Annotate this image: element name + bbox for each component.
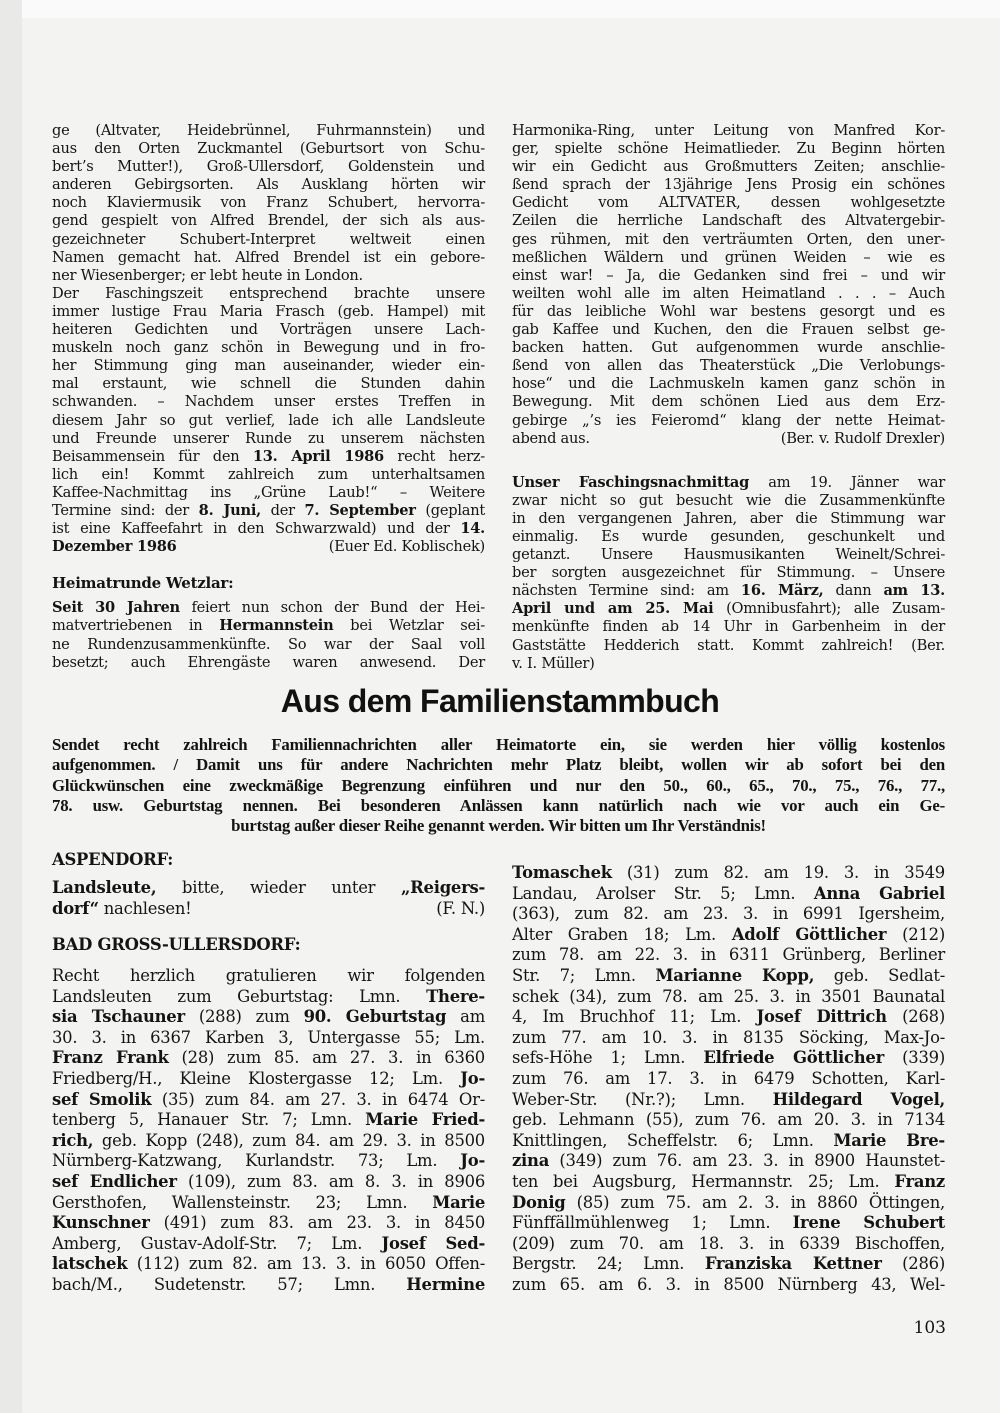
text-line (512, 1048, 945, 1069)
text-run: heiteren Gedichten und Vorträgen unsere Lach- (52, 321, 485, 339)
bold-text: 14. (460, 520, 485, 538)
text-line (512, 393, 945, 411)
text-line (512, 966, 945, 987)
text-run: (268) (886, 1007, 945, 1027)
text-run: (Ber. v. Rudolf Drexler) (780, 429, 945, 447)
text-run: (339) (884, 1048, 945, 1068)
text-line (52, 899, 485, 920)
text-line (52, 816, 945, 836)
bold-text: Tomaschek (512, 863, 612, 882)
text-line (512, 412, 945, 430)
signature (436, 899, 485, 920)
bold-text: dorf“ (52, 898, 99, 918)
text-run: Gersthofen, Wallensteinstr. 23; Lmn. (52, 1192, 433, 1212)
text-run: diesem Jahr so gut verlief, lade ich alle Landsleute (52, 411, 485, 429)
text-run: Harmonika-Ring, unter Leitung von Manfred Kor- (512, 122, 945, 139)
text-line (512, 1234, 945, 1255)
text-run: ten bei Augsburg, Hermannstr. 25; Lm. (512, 1171, 895, 1191)
paragraph-ullersdorf (52, 966, 485, 1296)
text-run: Namen gemacht hat. Alfred Brendel ist ein gebore- (52, 248, 485, 266)
text-run: Glückwünschen eine zweckmäßige Begrenzung einführen und nur den 50., 60., 65., 70., 75., 76., 77., (52, 775, 945, 795)
paragraph-concert (52, 122, 485, 285)
line-left (52, 538, 177, 556)
bold-text: latschek (52, 1254, 128, 1274)
text-line (512, 194, 945, 212)
text-line (52, 1110, 485, 1131)
text-line (512, 267, 945, 285)
bold-text: sef Endlicher (52, 1171, 177, 1191)
text-line (512, 474, 945, 492)
text-line (512, 1172, 945, 1193)
text-run: einmalig. Es wurde gesunden, geschunkelt und (512, 527, 945, 545)
text-run: matvertriebenen in (52, 617, 220, 635)
bold-text: 13. April 1986 (252, 447, 384, 465)
text-line (52, 285, 485, 303)
text-run: tenberg 5, Hanauer Str. 7; Lmn. (52, 1110, 366, 1130)
text-run: (363), zum 82. am 23. 3. in 6991 Igersheim, (512, 904, 945, 924)
text-line (52, 599, 485, 617)
text-line (52, 776, 945, 796)
text-line (52, 966, 485, 987)
text-line (512, 1007, 945, 1028)
text-line (52, 194, 485, 212)
text-line (512, 1193, 945, 1214)
text-run: hose“ und die Lachmuskeln kamen ganz schön in (512, 375, 945, 393)
bold-text: Anna Gabriel (813, 883, 945, 903)
text-run: (209) zum 70. am 18. 3. in 6339 Bischoffen, (512, 1233, 945, 1253)
text-run: noch Klaviermusik von Franz Schubert, hervorra- (52, 194, 485, 212)
top-left-column (52, 122, 485, 672)
text-run: gab Kaffee und Kuchen, den die Frauen selbst ge- (512, 321, 945, 339)
text-run: aufgenommen. / Damit uns für andere Nachrichten mehr Platz bleibt, wollen wir ab sofort bei den (52, 755, 945, 775)
text-line (52, 878, 485, 899)
text-line (512, 884, 945, 905)
text-run: ßend von allen das Theaterstück „Die Verlobungs- (512, 357, 945, 375)
text-run: ge (Altvater, Heidebrünnel, Fuhrmannstein) und (52, 122, 485, 139)
text-run: zum 78. am 22. 3. in 6311 Grünberg, Berliner (512, 945, 945, 965)
text-line (52, 1172, 485, 1193)
text-line (52, 1090, 485, 1111)
text-run: ßend sprach der 13jährige Jens Prosig ein schönes (512, 176, 945, 194)
text-run: besetzt; auch Ehrengäste waren anwesend. Der (52, 653, 485, 671)
text-line (512, 176, 945, 194)
text-run: bach/M., Sudetenstr. 57; Lmn. (52, 1274, 407, 1294)
text-line (52, 122, 485, 140)
bold-text: Seit 30 Jahren (52, 599, 180, 617)
text-run: Alter Graben 18; Lm. (512, 924, 732, 944)
text-line (512, 249, 945, 267)
text-run: bert’s Mutter!), Groß-Ullersdorf, Goldenstein und (52, 158, 485, 176)
text-run: (491) zum 83. am 23. 3. in 8450 (149, 1213, 485, 1233)
paragraph-faschingsnachmittag (512, 474, 945, 673)
text-run: zum 77. am 10. 3. in 8135 Söcking, Max-Jo- (512, 1027, 945, 1047)
bold-text: April und am 25. Mai (512, 600, 714, 618)
bold-text: Kunschner (52, 1213, 150, 1233)
signature (781, 430, 945, 448)
text-line (512, 863, 945, 884)
text-line (52, 1254, 485, 1275)
text-line (512, 945, 945, 966)
bold-text: Josef Sed- (381, 1233, 485, 1253)
text-line (52, 412, 485, 430)
text-line (52, 303, 485, 321)
text-run: 4, Im Bruchhof 11; Lm. (512, 1007, 757, 1027)
text-line (52, 339, 485, 357)
text-line (512, 925, 945, 946)
text-line (52, 466, 485, 484)
text-line (512, 140, 945, 158)
text-run: getanzt. Unsere Hausmusikanten Weinelt/Schrei- (512, 546, 945, 564)
text-run: zwar nicht so gut besucht wie die Zusammenkünfte (512, 491, 945, 509)
text-line (52, 735, 945, 755)
text-run: (349) zum 76. am 23. 3. in 8900 Haunstet- (549, 1151, 945, 1171)
bold-text: Marie (432, 1192, 485, 1212)
paragraph-birthdays-continued (512, 863, 945, 1295)
text-line (512, 904, 945, 925)
text-run: Bewegung. Mit dem schönen Lied aus dem Erz- (512, 393, 945, 411)
bold-text: sef Smolik (52, 1089, 152, 1109)
bold-text: Landsleute, (52, 878, 157, 897)
paragraph-harmonika (512, 122, 945, 448)
bold-text: There- (426, 986, 485, 1006)
text-run: Zeilen die herrliche Landschaft des Altvatergebir- (512, 212, 945, 230)
text-run: Weber-Str. (Nr.?); Lmn. (512, 1089, 773, 1109)
text-run: am 19. Jänner war (749, 473, 946, 491)
text-run: 78. usw. Geburtstag nennen. Bei besonderen Anlässen kann natürlich nach wie vor auch ein Ge- (52, 795, 945, 815)
text-line (512, 987, 945, 1008)
text-run: feiert nun schon der Bund der Hei- (179, 599, 485, 617)
text-run: Bergstr. 24; Lmn. (512, 1254, 705, 1274)
bold-text: am 13. (883, 582, 945, 600)
bold-text: Franz Frank (52, 1048, 169, 1068)
bold-text: 8. Juni, (198, 501, 261, 519)
text-line (512, 528, 945, 546)
text-line (512, 637, 945, 655)
bold-text: Marianne Kopp, (655, 965, 815, 985)
bold-text: 16. März, (740, 582, 824, 600)
bold-text: sia Tschauner (52, 1007, 185, 1027)
bold-text: Unser Faschingsnachmittag (512, 473, 750, 491)
text-run: Recht herzlich gratulieren wir folgenden (52, 966, 485, 985)
text-line (512, 430, 945, 448)
text-run: (288) zum (184, 1007, 304, 1027)
text-run: (Omnibusfahrt); alle Zusam- (713, 600, 945, 618)
text-line (52, 393, 485, 411)
text-run: meßlichen Wäldern und grünen Weiden – wie es (512, 248, 945, 266)
page-number: 103 (913, 1318, 946, 1338)
bold-text: Jo- (460, 1068, 485, 1088)
bold-text: Hermannstein (219, 617, 334, 635)
text-line (512, 600, 945, 618)
text-line (52, 375, 485, 393)
text-run: (109), zum 83. am 8. 3. in 8906 (176, 1171, 485, 1191)
text-line (52, 158, 485, 176)
text-run: schek (34), zum 78. am 25. 3. in 3501 Baunatal (512, 986, 945, 1006)
text-run: (112) zum 82. am 13. 3. in 6050 Offen- (127, 1254, 485, 1274)
text-run: 30. 3. in 6367 Karben 3, Untergasse 55; Lm. (52, 1027, 485, 1047)
text-run: immer lustige Frau Maria Frasch (geb. Hampel) mit (52, 302, 485, 320)
text-run: ist eine Kaffeefahrt in den Schwarzwald) und der (52, 520, 461, 538)
text-run: ger, spielte schöne Heimatlieder. Zu Beginn hörten (512, 140, 945, 158)
bold-text: 90. Geburtstag (303, 1007, 447, 1027)
text-run: geb. Lehmann (55), zum 76. am 20. 3. in 7134 (512, 1110, 945, 1130)
page-top-margin (0, 0, 1000, 18)
text-line (512, 1090, 945, 1111)
heading-heimatrunde-wetzlar: Heimatrunde Wetzlar: (52, 574, 234, 593)
signature (329, 538, 485, 556)
bold-text: Josef Dittrich (756, 1007, 887, 1027)
text-line (512, 212, 945, 230)
text-run: wir ein Gedicht aus Großmutters Zeiten; anschlie- (512, 158, 945, 176)
text-run: für das leibliche Wohl war bestens gesorgt und es (512, 302, 945, 320)
text-run: v. I. Müller) (512, 654, 595, 672)
text-line (512, 321, 945, 339)
text-line (52, 1131, 485, 1152)
text-run: schwanden. – Nachdem unser erstes Treffen in (52, 393, 485, 411)
text-run: dann (823, 582, 884, 600)
text-line (52, 1275, 485, 1296)
text-run: muskeln noch ganz schön in Bewegung und in fro- (52, 339, 485, 357)
text-line (52, 231, 485, 249)
text-run: Gaststätte Hedderich statt. Kommt zahlreich! (Ber. (512, 636, 945, 654)
text-line (512, 1151, 945, 1172)
text-run: nächsten Termine sind: am (512, 582, 741, 600)
bold-text: Marie Bre- (833, 1130, 945, 1150)
heading-bad-gross-ullersdorf: BAD GROSS-ULLERSDORF: (52, 935, 301, 954)
text-run: Str. 7; Lmn. (512, 965, 656, 985)
text-run: (F. N.) (436, 898, 485, 918)
text-line (52, 1213, 485, 1234)
text-line (512, 122, 945, 140)
text-run: Beisammensein für den (52, 447, 253, 465)
text-run: in den vergangenen Jahren, aber die Stimmung war (512, 509, 945, 527)
text-line (52, 796, 945, 816)
text-line (512, 655, 945, 673)
text-line (52, 1028, 485, 1049)
text-line (512, 285, 945, 303)
text-line (512, 158, 945, 176)
text-run: Landsleuten zum Geburtstag: Lmn. (52, 986, 427, 1006)
text-run: (85) zum 75. am 2. 3. in 8860 Öttingen, (565, 1192, 945, 1212)
text-line (52, 617, 485, 635)
text-line (512, 1110, 945, 1131)
text-run: Fünffällmühlenweg 1; Lmn. (512, 1213, 793, 1233)
text-run: (Euer Ed. Koblischek) (328, 538, 485, 556)
text-run: Knittlingen, Scheffelstr. 6; Lmn. (512, 1130, 834, 1150)
text-run: Termine sind: der (52, 501, 199, 519)
text-line (512, 1131, 945, 1152)
section-title: Aus dem Familienstammbuch (280, 683, 720, 719)
text-line (512, 618, 945, 636)
bold-text: Jo- (460, 1151, 485, 1171)
text-run: bei Wetzlar sei- (333, 617, 485, 635)
bold-text: Dezember 1986 (52, 538, 177, 556)
text-run: (28) zum 85. am 27. 3. in 6360 (168, 1048, 485, 1068)
text-run: geb. Kopp (248), zum 84. am 29. 3. in 8500 (93, 1130, 485, 1150)
text-line (52, 654, 485, 672)
text-line (512, 492, 945, 510)
text-line (512, 1069, 945, 1090)
text-run: Kaffee-Nachmittag ins „Grüne Laub!“ – Weitere (52, 483, 485, 501)
text-line (52, 1234, 485, 1255)
bold-text: 7. September (304, 501, 416, 519)
text-line (512, 582, 945, 600)
text-run: ges rühmen, mit den verträumten Orten, den uner- (512, 230, 945, 248)
text-run: zum 76. am 17. 3. in 6479 Schotten, Karl- (512, 1068, 945, 1088)
text-line (512, 231, 945, 249)
text-run: lich ein! Kommt zahlreich zum unterhaltsamen (52, 465, 485, 483)
text-run: (212) (886, 924, 945, 944)
text-line (52, 1193, 485, 1214)
text-line (52, 448, 485, 466)
text-run: Friedberg/H., Kleine Klostergasse 12; Lm. (52, 1068, 461, 1088)
bold-text: Marie Fried- (365, 1110, 485, 1130)
text-line (52, 1048, 485, 1069)
paragraph-fasching (52, 285, 485, 556)
section-intro (52, 735, 945, 836)
text-line (512, 510, 945, 528)
text-line (52, 1007, 485, 1028)
bold-text: „Reigers- (400, 878, 485, 897)
text-line (52, 502, 485, 520)
text-run: der (260, 501, 305, 519)
text-run: her Stimmung ging man auseinander, wieder ein- (52, 357, 485, 375)
text-run: ber sorgten ausgezeichnet für Stimmung. – Unsere (512, 564, 945, 582)
text-run: anderen Gebirgsorten. Als Ausklang hörten wir (52, 176, 485, 194)
text-line (52, 321, 485, 339)
text-line (52, 176, 485, 194)
text-run: Landau, Arolser Str. 5; Lmn. (512, 883, 814, 903)
text-line (52, 755, 945, 775)
text-run: und Freunde unserer Runde zu unserem nächsten (52, 429, 485, 447)
text-line (512, 339, 945, 357)
text-line (52, 520, 485, 538)
text-run: Nürnberg-Katzwang, Kurlandstr. 73; Lm. (52, 1151, 461, 1171)
line-left (512, 430, 590, 448)
bold-text: Irene Schubert (792, 1213, 945, 1233)
text-line (52, 538, 485, 556)
text-line (52, 357, 485, 375)
text-run: ner Wiesenberger; er lebt heute in London. (52, 266, 363, 284)
text-run: nachlesen! (98, 898, 192, 918)
heading-aspendorf: ASPENDORF: (52, 850, 174, 869)
text-line (52, 1069, 485, 1090)
bold-text: Adolf Göttlicher (731, 924, 887, 944)
text-run: bitte, wieder unter (156, 878, 401, 897)
text-run: (35) zum 84. am 27. 3. in 6474 Or- (151, 1089, 485, 1109)
text-line (52, 484, 485, 502)
text-run: backen hatten. Gut aufgenommen wurde anschlie- (512, 339, 945, 357)
text-line (512, 546, 945, 564)
text-run: weilten wohl alle im alten Heimatland . . . – Auch (512, 284, 945, 302)
bold-text: Franziska Kettner (704, 1254, 882, 1274)
top-right-column (512, 122, 945, 673)
text-line (52, 987, 485, 1008)
text-run: einst war! – Ja, die Gedanken sind frei – und wir (512, 266, 945, 284)
text-run: menkünfte finden ab 14 Uhr in Garbenheim in der (512, 618, 945, 636)
text-run: gebirge „’s ies Feieromd“ klang der nette Heimat- (512, 411, 945, 429)
text-run: recht herz- (383, 447, 485, 465)
text-run: (31) zum 82. am 19. 3. in 3549 (611, 863, 945, 882)
text-line (512, 303, 945, 321)
text-line (512, 1275, 945, 1296)
text-run: Amberg, Gustav-Adolf-Str. 7; Lm. (52, 1233, 382, 1253)
text-run: (geplant (415, 501, 485, 519)
text-run: Der Faschingszeit entsprechend brachte unsere (52, 284, 485, 302)
text-line (52, 249, 485, 267)
text-run: Sendet recht zahlreich Familiennachrichten aller Heimatorte ein, sie werden hier völlig kostenlos (52, 735, 945, 754)
paragraph-wetzlar (52, 599, 485, 671)
text-run: aus den Orten Zuckmantel (Geburtsort von Schu- (52, 140, 485, 158)
text-run: ne Rundenzusammenkünfte. So war der Saal voll (52, 635, 485, 653)
text-line (52, 140, 485, 158)
text-line (512, 564, 945, 582)
text-line (52, 1151, 485, 1172)
text-line (52, 636, 485, 654)
text-run: burtstag außer dieser Reihe genannt werden. Wir bitten um Ihr Verständnis! (231, 816, 766, 836)
text-run: zum 65. am 6. 3. in 8500 Nürnberg 43, Wel- (512, 1274, 945, 1294)
text-run: abend aus. (512, 429, 590, 447)
bold-text: Franz (894, 1171, 945, 1191)
text-run: (286) (881, 1254, 945, 1274)
text-run: sefs-Höhe 1; Lmn. (512, 1048, 704, 1068)
text-run: Gedicht vom ALTVATER, dessen wohlgesetzte (512, 194, 945, 212)
text-run: geb. Sedlat- (814, 965, 945, 985)
line-left (52, 899, 192, 920)
bold-text: Hermine (406, 1274, 485, 1294)
text-run: mal erstaunt, wie schnell die Stunden dahin (52, 375, 485, 393)
bold-text: rich, (52, 1130, 94, 1150)
bold-text: Hildegard Vogel, (772, 1089, 945, 1109)
bold-text: zina (512, 1151, 550, 1171)
paragraph-aspendorf (52, 878, 485, 919)
text-line (512, 357, 945, 375)
text-run: gezeichneter Schubert-Interpret weltweit einen (52, 230, 485, 248)
text-line (512, 1028, 945, 1049)
text-line (52, 267, 485, 285)
text-line (512, 1254, 945, 1275)
text-line (52, 430, 485, 448)
text-line (512, 375, 945, 393)
bold-text: Elfriede Göttlicher (703, 1048, 884, 1068)
text-run: am (446, 1007, 485, 1027)
text-run: gend gespielt von Alfred Brendel, der sich als aus- (52, 212, 485, 230)
text-line (512, 1213, 945, 1234)
text-line (52, 212, 485, 230)
bold-text: Donig (512, 1192, 566, 1212)
